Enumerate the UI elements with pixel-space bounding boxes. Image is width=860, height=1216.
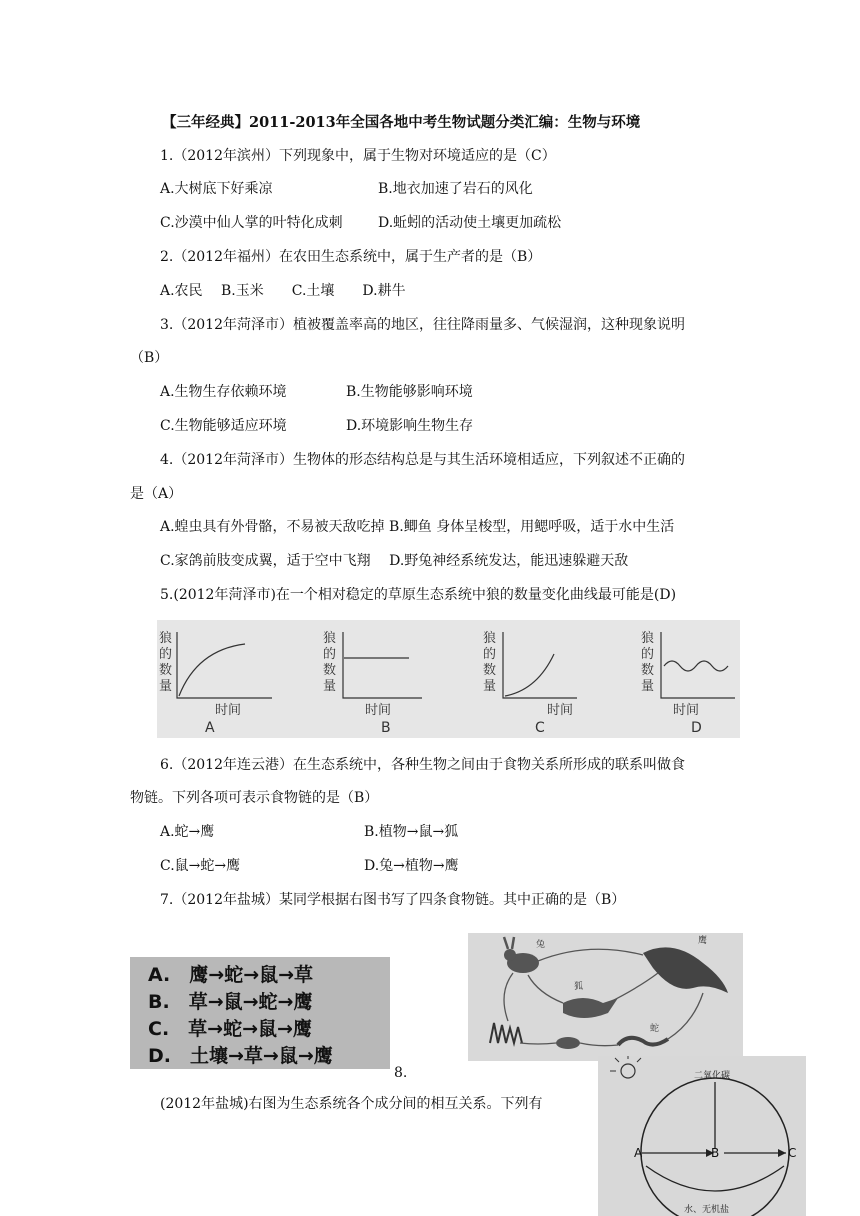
graph-letter-a: A [205,720,215,736]
q7-stem: 7.（2012年盐城）某同学根据右图书写了四条食物链。其中正确的是（B） [160,892,626,908]
q3-option-a: A.生物生存依赖环境 [160,384,287,400]
q6-option-a: A.蛇→鹰 [160,824,215,840]
graph-letter-c: C [535,720,545,736]
q1-option-a: A.大树底下好乘凉 [160,181,273,197]
q6-option-d: D.兔→植物→鹰 [364,858,459,874]
mouse-icon [556,1037,580,1049]
curve-d [664,661,728,671]
y-label-char: 的 [641,647,655,662]
cycle-node-b: B [711,1146,720,1160]
q6-stem-line1: 6.（2012年连云港）在生态系统中，各种生物之间由于食物关系所形成的联系叫做食 [160,757,685,773]
y-label-char: 量 [483,679,497,694]
y-label-char: 数 [641,663,655,678]
q3-stem-line2: （B） [130,350,169,366]
y-label-char: 狼 [323,631,337,646]
chain-option-b: B. 草→鼠→蛇→鹰 [148,991,313,1013]
web-label-fox: 狐 [574,982,584,992]
y-label-char: 量 [323,679,337,694]
rabbit-icon [504,937,539,973]
chain-option-c: C. 草→蛇→鼠→鹰 [148,1018,312,1040]
q4-options-ab: A.蝗虫具有外骨骼，不易被天敌吃掉 B.鲫鱼 身体呈梭型，用鳃呼吸，适于水中生活 [160,519,675,535]
graph-a [159,630,272,736]
q6-stem-line2: 物链。下列各项可表示食物链的是（B） [130,790,379,806]
y-label-char: 的 [159,647,173,662]
y-label-char: 的 [323,647,337,662]
food-web-image [468,933,743,1061]
chain-option-a: A. 鹰→蛇→鼠→草 [148,964,314,986]
q4-stem-line1: 4.（2012年菏泽市）生物体的形态结构总是与其生活环境相适应，下列叙述不正确的 [160,452,685,468]
hawk-icon [643,947,728,993]
x-label: 时间 [547,703,574,718]
q3-stem-line1: 3.（2012年菏泽市）植被覆盖率高的地区，往往降雨量多、气候湿润，这种现象说明 [160,317,685,333]
q1-stem: 1.（2012年滨州）下列现象中，属于生物对环境适应的是（C） [160,148,556,164]
y-label-char: 量 [159,679,173,694]
chain-option-d: D. 土壤→草→鼠→鹰 [148,1045,333,1067]
graph-letter-b: B [381,720,391,736]
q2-options: A.农民 B.玉米 C.土壤 D.耕牛 [160,283,406,299]
q2-stem: 2.（2012年福州）在农田生态系统中，属于生产者的是（B） [160,249,542,265]
q6-option-c: C.鼠→蛇→鹰 [160,858,241,874]
page-title: 【三年经典】2011-2013年全国各地中考生物试题分类汇编：生物与环境 [162,114,641,131]
sun-icon [610,1056,641,1078]
web-label-snake: 蛇 [650,1024,660,1034]
food-chain-options-image [130,957,390,1069]
cycle-label-water-salts: 水、无机盐 [684,1205,730,1215]
web-label-hawk: 鹰 [698,936,708,946]
graph-letter-d: D [691,720,702,736]
y-label-char: 狼 [483,631,497,646]
snake-icon [618,1038,668,1045]
x-label: 时间 [365,703,392,718]
q1-option-d: D.蚯蚓的活动使土壤更加疏松 [378,215,562,231]
q4-stem-line2: 是（A） [130,486,183,502]
curve-a [179,644,245,696]
fox-icon [563,998,618,1018]
q8-stem: (2012年盐城)右图为生态系统各个成分间的相互关系。下列有 [160,1096,543,1112]
q1-option-b: B.地衣加速了岩石的风化 [378,181,533,197]
y-label-char: 的 [483,647,497,662]
x-label: 时间 [673,703,700,718]
q6-option-b: B.植物→鼠→狐 [364,824,459,840]
q5-stem: 5.(2012年菏泽市)在一个相对稳定的草原生态系统中狼的数量变化曲线最可能是(D) [160,587,677,603]
q3-option-d: D.环境影响生物生存 [346,418,474,434]
q1-option-c: C.沙漠中仙人掌的叶特化成刺 [160,215,343,231]
y-label-char: 数 [323,663,337,678]
y-label-char: 量 [641,679,655,694]
y-label-char: 狼 [159,631,173,646]
cycle-label-co2: 二氧化碳 [694,1071,731,1081]
q4-options-cd: C.家鸽前肢变成翼，适于空中飞翔 D.野兔神经系统发达，能迅速躲避天敌 [160,553,629,569]
cycle-node-c: C [788,1146,797,1160]
graph-c [483,630,577,736]
curve-c [505,654,554,696]
web-label-rabbit: 兔 [536,940,546,950]
ecosystem-cycle-diagram [598,1056,806,1216]
y-label-char: 数 [159,663,173,678]
cycle-node-a: A [634,1146,643,1160]
q3-option-c: C.生物能够适应环境 [160,418,287,434]
q8-number: 8. [394,1065,408,1081]
graph-d [641,630,735,736]
x-label: 时间 [215,703,242,718]
wolf-population-graphs [157,620,740,738]
y-label-char: 狼 [641,631,655,646]
q3-option-b: B.生物能够影响环境 [346,384,473,400]
graph-b [323,630,422,736]
grass-icon [490,1023,522,1043]
y-label-char: 数 [483,663,497,678]
